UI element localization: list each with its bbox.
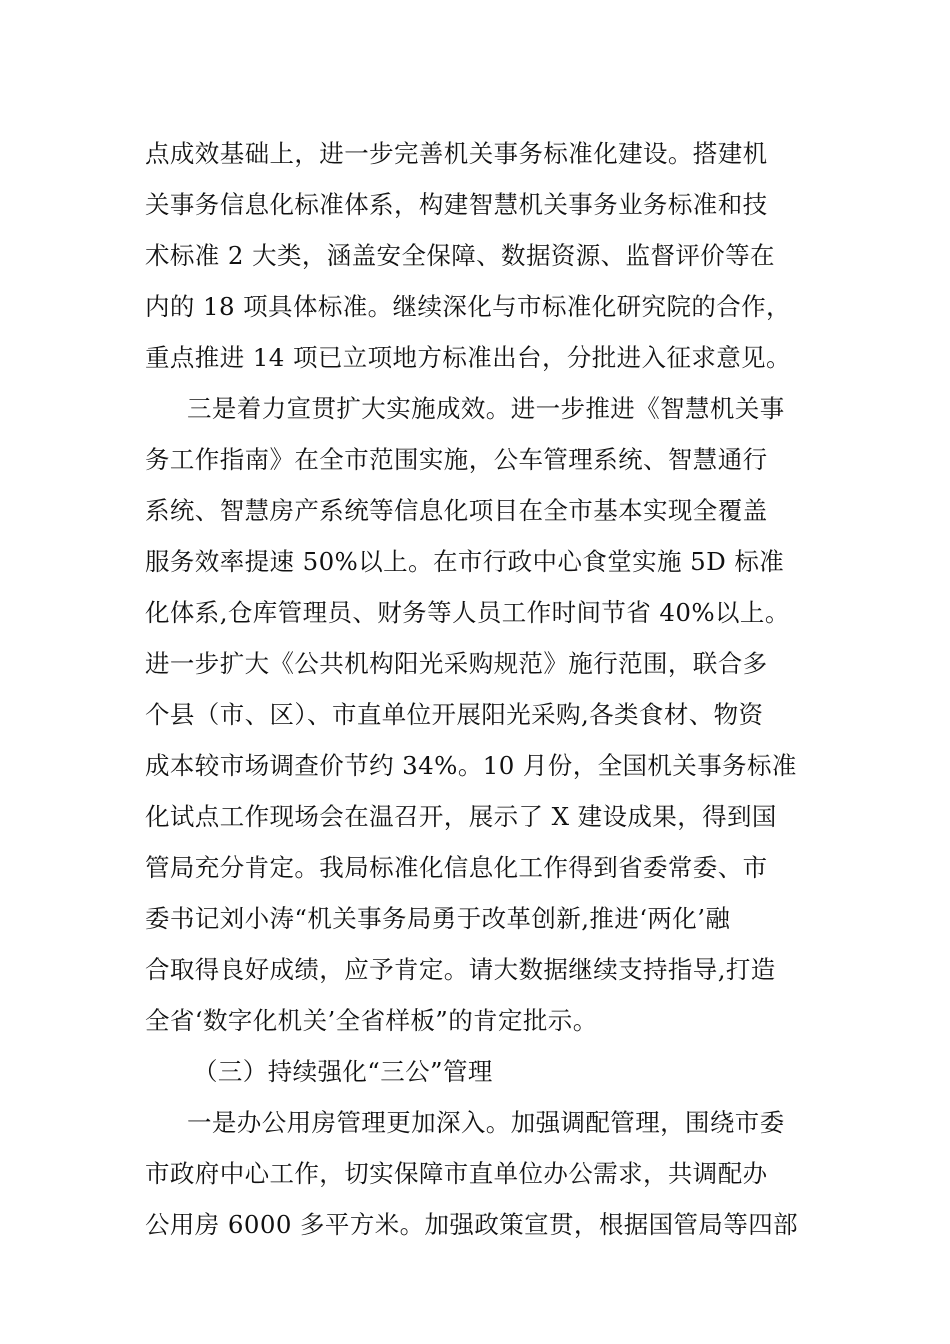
body-line: 进一步扩大《公共机构阳光采购规范》施行范围，联合多 — [145, 649, 768, 678]
body-line: 化体系,仓库管理员、财务等人员工作时间节省 40%以上。 — [145, 598, 790, 627]
body-line: 关事务信息化标准体系，构建智慧机关事务业务标准和技 — [145, 190, 768, 219]
body-line: 术标准 2 大类，涵盖安全保障、数据资源、监督评价等在 — [145, 241, 775, 270]
body-line: 系统、智慧房产系统等信息化项目在全市基本实现全覆盖 — [145, 496, 768, 525]
body-line: 内的 18 项具体标准。继续深化与市标准化研究院的合作， — [145, 292, 791, 321]
body-line: 合取得良好成绩，应予肯定。请大数据继续支持指导,打造 — [145, 955, 776, 984]
body-line: 公用房 6000 多平方米。加强政策宣贯，根据国管局等四部 — [145, 1210, 799, 1239]
paragraph-first-line: 三是着力宣贯扩大实施成效。进一步推进《智慧机关事 — [187, 394, 785, 423]
body-line: 重点推进 14 项已立项地方标准出台，分批进入征求意见。 — [145, 343, 791, 372]
body-line: 成本较市场调查价节约 34%。10 月份，全国机关事务标准 — [145, 751, 797, 780]
body-line: 化试点工作现场会在温召开，展示了 X 建设成果，得到国 — [145, 802, 777, 831]
body-line: 务工作指南》在全市范围实施，公车管理系统、智慧通行 — [145, 445, 768, 474]
document-body — [145, 128, 807, 1250]
section-heading: （三）持续强化“三公”管理 — [193, 1057, 493, 1086]
body-line: 个县（市、区）、市直单位开展阳光采购,各类食材、物资 — [145, 700, 764, 729]
body-line: 管局充分肯定。我局标准化信息化工作得到省委常委、市 — [145, 853, 768, 882]
body-line: 全省‘数字化机关’全省样板”的肯定批示。 — [145, 1006, 598, 1035]
paragraph-first-line: 一是办公用房管理更加深入。加强调配管理，围绕市委 — [187, 1108, 785, 1137]
body-line: 服务效率提速 50%以上。在市行政中心食堂实施 5D 标准 — [145, 547, 785, 576]
body-line: 委书记刘小涛“机关事务局勇于改革创新,推进‘两化’融 — [145, 904, 731, 933]
body-line: 点成效基础上，进一步完善机关事务标准化建设。搭建机 — [145, 139, 768, 168]
body-line: 市政府中心工作，切实保障市直单位办公需求，共调配办 — [145, 1159, 768, 1188]
